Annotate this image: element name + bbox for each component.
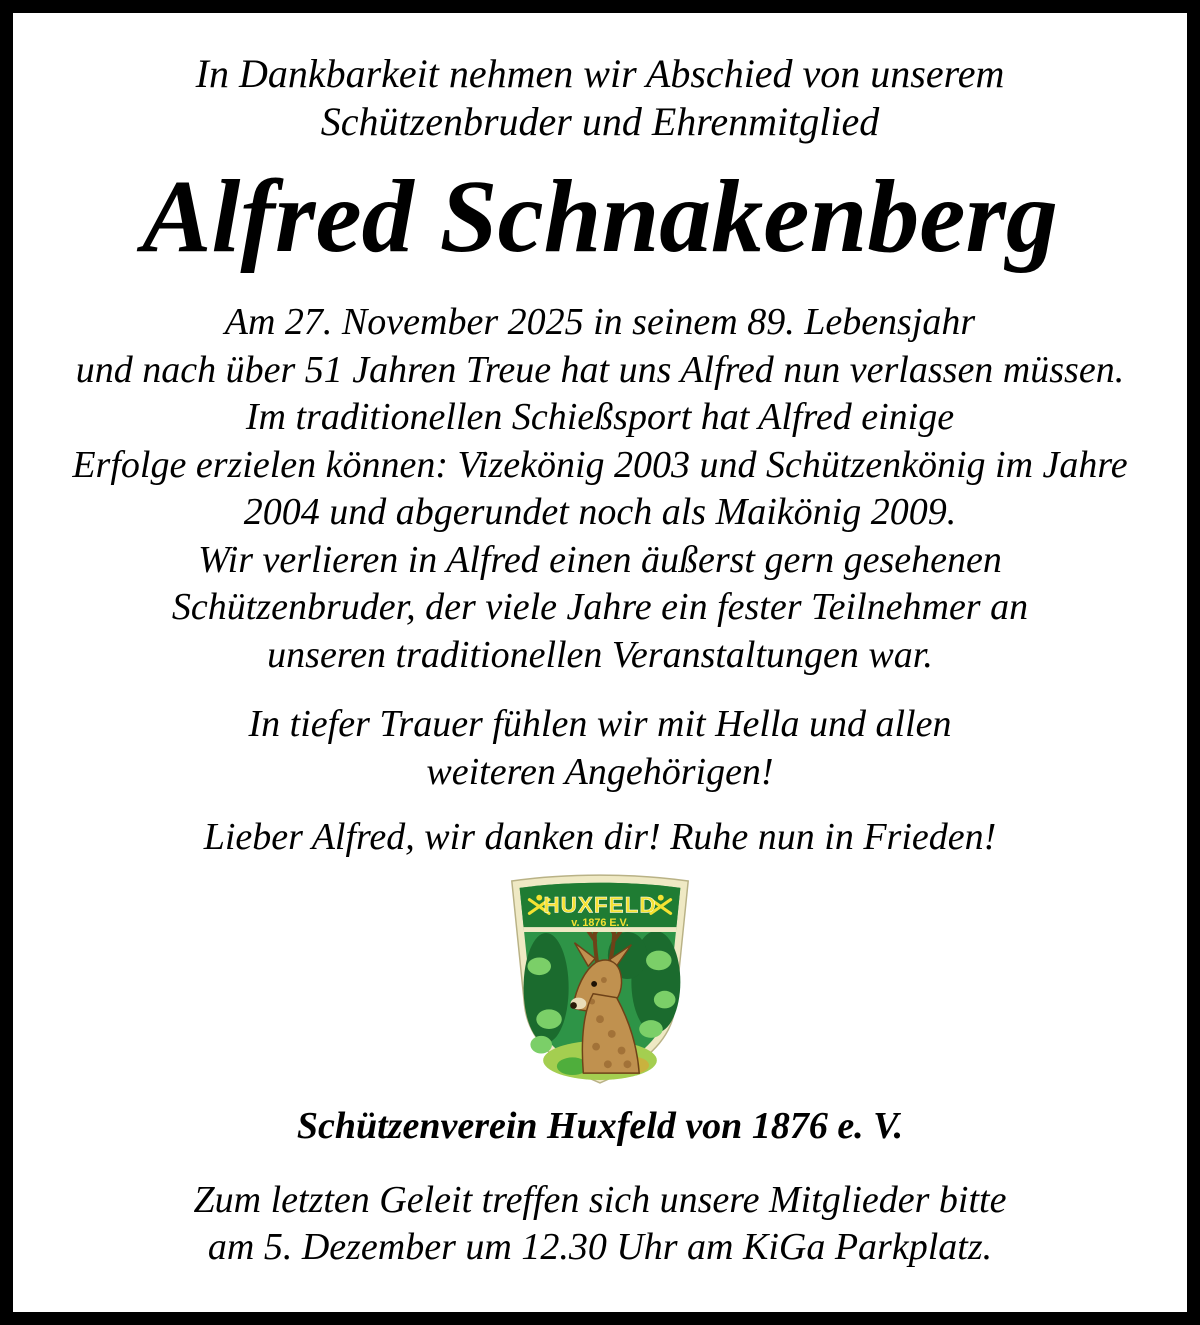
obituary-body xyxy=(13,299,1187,679)
foliage xyxy=(646,950,671,970)
foliage xyxy=(654,990,676,1008)
intro-line: Schützenbruder und Ehrenmitglied xyxy=(320,99,880,144)
condolence-text xyxy=(13,701,1187,796)
crest-banner-subtext: v. 1876 E.V. xyxy=(571,916,629,929)
body-line: Schützenbruder, der viele Jahre ein fester Teilnehmer an xyxy=(171,586,1029,628)
body-line: Im traditionellen Schießsport hat Alfred einige xyxy=(245,396,955,438)
body-line: 2004 und abgerundet noch als Maikönig 2009. xyxy=(243,491,957,533)
condolence-line: weiteren Angehörigen! xyxy=(426,750,774,793)
intro-line: In Dankbarkeit nehmen wir Abschied von unserem xyxy=(195,51,1005,96)
body-line: Erfolge erzielen können: Vizekönig 2003 und Schützenkönig im Jahre xyxy=(72,443,1128,486)
deer-eye xyxy=(591,980,597,986)
crest-banner-text: HUXFELD xyxy=(543,891,657,917)
body-line: und nach über 51 Jahren Treue hat uns Alfred nun verlassen müssen. xyxy=(75,348,1125,391)
organization-name: Schützenverein Huxfeld von 1876 e. V. xyxy=(296,1104,904,1147)
ornament-star xyxy=(658,894,664,900)
farewell-line: Lieber Alfred, wir danken dir! Ruhe nun in Frieden! xyxy=(203,816,997,858)
foliage xyxy=(536,1009,561,1029)
club-crest xyxy=(13,870,1187,1090)
deceased-name: Alfred Schnakenberg xyxy=(142,159,1058,274)
closing-text xyxy=(13,1177,1187,1272)
closing-line: am 5. Dezember um 12.30 Uhr am KiGa Parkplatz. xyxy=(207,1226,993,1268)
body-line: unseren traditionellen Veranstaltungen war. xyxy=(267,633,933,676)
closing-line: Zum letzten Geleit treffen sich unsere Mitglieder bitte xyxy=(193,1178,1007,1221)
ornament-star xyxy=(536,894,542,900)
foliage xyxy=(527,957,551,975)
foliage xyxy=(530,1035,552,1053)
body-line: Wir verlieren in Alfred einen äußerst gern gesehenen xyxy=(198,538,1002,581)
intro-text xyxy=(13,50,1187,146)
deer-nose xyxy=(570,1002,577,1009)
foliage xyxy=(639,1020,663,1038)
club-crest-shield-icon xyxy=(502,870,698,1090)
farewell-text xyxy=(13,814,1187,862)
body-line: Am 27. November 2025 in seinem 89. Lebensjahr xyxy=(224,301,976,343)
condolence-line: In tiefer Trauer fühlen wir mit Hella und allen xyxy=(248,703,952,745)
